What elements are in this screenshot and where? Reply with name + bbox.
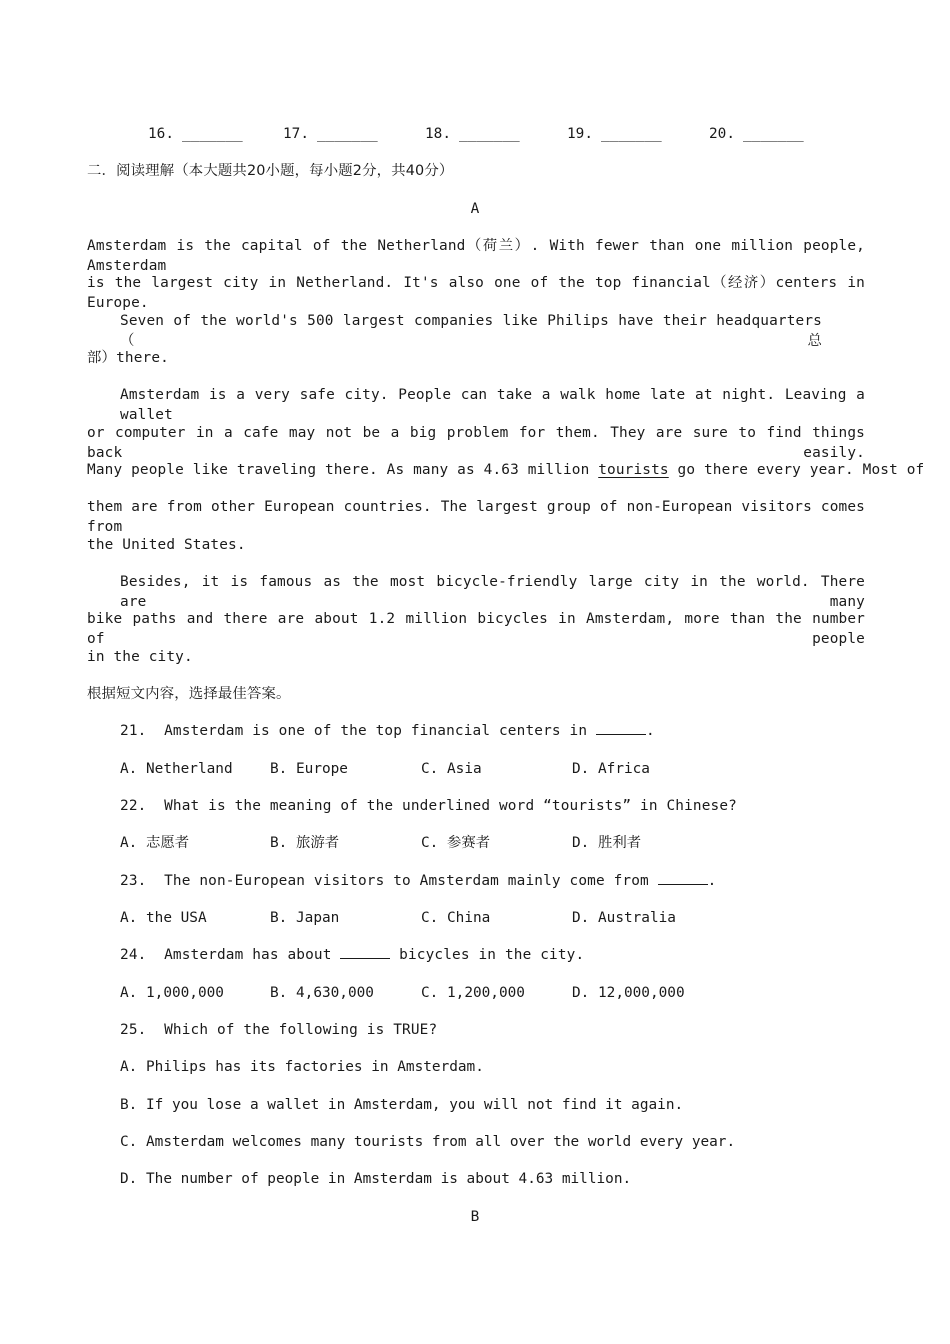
option-a: A. Netherland xyxy=(120,761,233,777)
answer-blank-20 xyxy=(709,124,804,144)
option-c: C. 参赛者 xyxy=(421,835,491,851)
section-heading: 二．阅读理解（本大题共20小题，每小题2分，共40分） xyxy=(87,163,454,179)
passage-line: Amsterdam is a very safe city. People can take a walk home late at night. Leaving a wallet xyxy=(120,387,865,423)
passage-line-with-underline xyxy=(87,460,924,480)
answer-gap xyxy=(340,945,390,959)
option-c: C. China xyxy=(421,910,491,926)
passage-line: bike paths and there are about 1.2 million bicycles in Amsterdam, more than the number of people xyxy=(87,611,865,647)
instruction-text: 根据短文内容，选择最佳答案。 xyxy=(87,686,291,702)
blank-number: 17. xyxy=(283,126,309,142)
option-c: C. Amsterdam welcomes many tourists from all over the world every year. xyxy=(120,1134,736,1150)
question-stem: 23. The non-European visitors to Amsterdam mainly come from xyxy=(120,873,658,889)
option-b: B. 旅游者 xyxy=(270,835,340,851)
passage-line: Amsterdam is the capital of the Netherland（荷兰）. With fewer than one million people, Amsterdam xyxy=(87,238,865,274)
question-24 xyxy=(120,945,584,965)
question-stem-end: bicycles in the city. xyxy=(390,947,585,963)
passage-line: is the largest city in Netherland. It's also one of the top financial（经济）centers in Europe. xyxy=(87,275,865,311)
option-b: B. If you lose a wallet in Amsterdam, you will not find it again. xyxy=(120,1097,684,1113)
option-d: D. 12,000,000 xyxy=(572,985,685,1001)
blank-number: 19. xyxy=(567,126,593,142)
passage-line: 部）there. xyxy=(87,350,169,366)
question-stem-end: . xyxy=(707,873,717,889)
passage-text: Many people like traveling there. As many as 4.63 million xyxy=(87,462,599,478)
question-stem: 21. Amsterdam is one of the top financial centers in xyxy=(120,723,596,739)
option-c: C. Asia xyxy=(421,761,482,777)
passage-b-label: B xyxy=(470,1209,480,1225)
passage-line: Seven of the world's 500 largest companies like Philips have their headquarters（总 xyxy=(120,313,822,349)
option-b: B. Japan xyxy=(270,910,340,926)
passage-text: go there every year. Most of xyxy=(668,462,925,478)
blank-number: 18. xyxy=(425,126,451,142)
question-21 xyxy=(120,721,655,741)
answer-blank-17 xyxy=(283,124,378,144)
blank-number: 20. xyxy=(709,126,735,142)
answer-blank-19 xyxy=(567,124,662,144)
blank-line: _______ xyxy=(601,126,662,142)
blank-line: _______ xyxy=(743,126,804,142)
answer-gap xyxy=(658,871,708,885)
answer-gap xyxy=(596,721,646,735)
question-stem-end: . xyxy=(645,723,655,739)
option-a: A. Philips has its factories in Amsterdam. xyxy=(120,1059,484,1075)
blank-line: _______ xyxy=(459,126,520,142)
option-b: B. Europe xyxy=(270,761,348,777)
option-d: D. 胜利者 xyxy=(572,835,642,851)
blank-line: _______ xyxy=(182,126,243,142)
option-a: A. 志愿者 xyxy=(120,835,190,851)
option-c: C. 1,200,000 xyxy=(421,985,525,1001)
passage-line: the United States. xyxy=(87,537,246,553)
question-stem: 24. Amsterdam has about xyxy=(120,947,341,963)
question-23 xyxy=(120,871,716,891)
option-a: A. 1,000,000 xyxy=(120,985,224,1001)
answer-blank-18 xyxy=(425,124,520,144)
passage-line: them are from other European countries. The largest group of non-European visitors comes from xyxy=(87,499,865,535)
passage-line: Besides, it is famous as the most bicycle-friendly large city in the world. There are many xyxy=(120,574,865,610)
question-25: 25. Which of the following is TRUE? xyxy=(120,1022,438,1038)
underlined-word-tourists: tourists xyxy=(598,462,669,478)
blank-number: 16. xyxy=(148,126,174,142)
option-b: B. 4,630,000 xyxy=(270,985,374,1001)
option-d: D. The number of people in Amsterdam is about 4.63 million. xyxy=(120,1171,632,1187)
option-d: D. Australia xyxy=(572,910,676,926)
option-a: A. the USA xyxy=(120,910,207,926)
question-22: 22. What is the meaning of the underlined word “tourists” in Chinese? xyxy=(120,798,737,814)
option-d: D. Africa xyxy=(572,761,650,777)
passage-line: or computer in a cafe may not be a big problem for them. They are sure to find things back easily. xyxy=(87,425,865,461)
answer-blank-16 xyxy=(148,124,243,144)
passage-line: in the city. xyxy=(87,649,193,665)
passage-a-label: A xyxy=(470,201,480,217)
blank-line: _______ xyxy=(317,126,378,142)
